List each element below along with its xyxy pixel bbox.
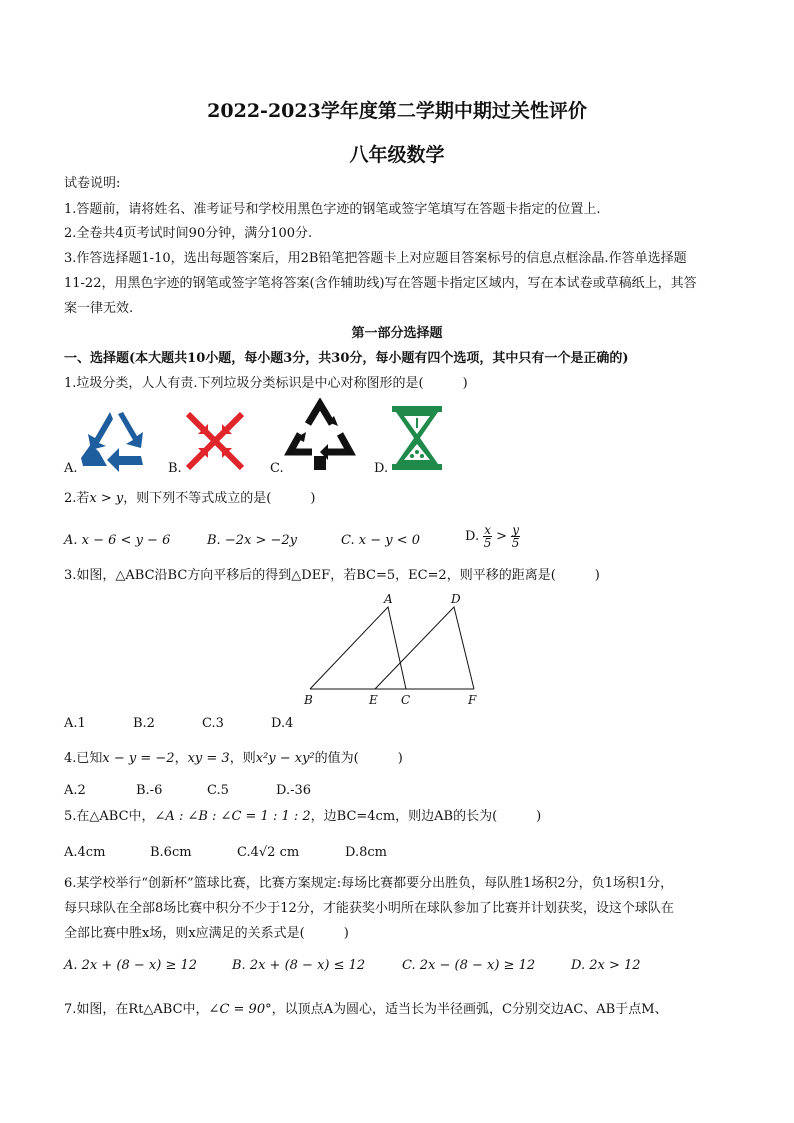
label-C: C bbox=[401, 693, 411, 707]
q4-option-d: D.-36 bbox=[276, 783, 312, 798]
q4-option-c: C.5 bbox=[207, 783, 229, 798]
instruction-3-line3: 案一律无效. bbox=[64, 301, 134, 316]
q2-math: x > y bbox=[89, 491, 124, 506]
instruction-3-line1: 3.作答选择题1-10，选出每题答案后，用2B铅笔把答题卡上对应题目答案标号的信息点框涂晶.作答单选择题 bbox=[64, 251, 687, 266]
translation-triangles-diagram bbox=[300, 592, 500, 710]
label-E: E bbox=[369, 693, 378, 707]
q4-stem: 4.已知x − y = −2，xy = 3，则x²y − xy²的值为( ) bbox=[64, 751, 403, 766]
q3-option-a: A.1 bbox=[64, 716, 86, 731]
q1-option-a-label: A. bbox=[64, 461, 78, 476]
label-B: B bbox=[304, 693, 313, 707]
label-D: D bbox=[451, 592, 461, 606]
q6-option-b: B. 2x + (8 − x) ≤ 12 bbox=[232, 958, 366, 973]
q6-option-a: A. 2x + (8 − x) ≥ 12 bbox=[64, 958, 198, 973]
q1-option-b-label: B. bbox=[168, 461, 182, 476]
instructions-heading: 试卷说明: bbox=[64, 176, 121, 191]
q1-stem: 1.垃圾分类，人人有责.下列垃圾分类标识是中心对称图形的是( ) bbox=[64, 376, 468, 391]
recycle-black-icon bbox=[284, 398, 356, 472]
instruction-1: 1.答题前，请将姓名、准考证号和学校用黑色字迹的钢笔或签字笔填写在答题卡指定的位置上. bbox=[64, 202, 601, 217]
q5-option-b: B.6cm bbox=[150, 845, 192, 860]
q2-fraction-2: $\frac{y}{5}$ bbox=[511, 523, 520, 550]
label-A: A bbox=[384, 592, 393, 606]
q6-line2: 每只球队在全部8场比赛中积分不少于12分，才能获奖小明所在球队参加了比赛并计划获奖，设这个球队在 bbox=[64, 901, 674, 916]
q2-stem: 2.若x > y，则下列不等式成立的是( ) bbox=[64, 491, 316, 506]
q3-option-d: D.4 bbox=[271, 716, 294, 731]
q6-line3: 全部比赛中胜x场，则x应满足的关系式是( ) bbox=[64, 926, 349, 941]
q2-option-b: B. −2x > −2y bbox=[207, 533, 297, 548]
label-F: F bbox=[468, 693, 477, 707]
q4-option-a: A.2 bbox=[64, 783, 86, 798]
q1-option-c-label: C. bbox=[270, 461, 284, 476]
q3-option-c: C.3 bbox=[202, 716, 224, 731]
q2-option-d: D. $\frac{x}{5}$ > $\frac{y}{5}$ bbox=[465, 523, 520, 550]
hourglass-green-icon bbox=[390, 404, 444, 472]
q4-option-b: B.-6 bbox=[136, 783, 163, 798]
q5-option-c: C.4√2 cm bbox=[237, 845, 300, 860]
part1-heading: 第一部分选择题 bbox=[351, 326, 443, 341]
q7-stem: 7.如图，在Rt△ABC中，∠C = 90°，以顶点A为圆心，适当长为半径画弧，C分别交边AC、AB于点M、 bbox=[64, 1002, 668, 1017]
q5-option-d: D.8cm bbox=[345, 845, 387, 860]
page-title: 2022-2023学年度第二学期中期过关性评价 bbox=[207, 100, 587, 122]
q5-stem: 5.在△ABC中，∠A : ∠B : ∠C = 1 : 1 : 2，边BC=4cm，则边AB的长为( ) bbox=[64, 809, 542, 824]
q2-option-a: A. x − 6 < y − 6 bbox=[64, 533, 171, 548]
q6-option-d: D. 2x > 12 bbox=[571, 958, 641, 973]
recycle-blue-icon bbox=[77, 408, 149, 474]
q2-fraction-1: $\frac{x}{5}$ bbox=[483, 523, 492, 550]
crossed-arrows-red-icon bbox=[182, 408, 248, 474]
instruction-3-line2: 11-22，用黑色字迹的钢笔或签字笔将答案(含作辅助线)写在答题卡指定区域内，写在本试卷或草稿纸上，其答 bbox=[64, 276, 697, 291]
q6-option-c: C. 2x − (8 − x) ≥ 12 bbox=[402, 958, 536, 973]
page-subtitle: 八年级数学 bbox=[349, 144, 445, 166]
section-heading: 一、选择题(本大题共10小题，每小题3分，共30分，每小题有四个选项，其中只有一个是正确的) bbox=[64, 351, 629, 366]
instruction-2: 2.全卷共4页考试时间90分钟，满分100分. bbox=[64, 226, 313, 241]
q3-stem: 3.如图，△ABC沿BC方向平移后的得到△DEF，若BC=5，EC=2，则平移的距离是( ) bbox=[64, 568, 600, 583]
q2-option-c: C. x − y < 0 bbox=[341, 533, 421, 548]
q6-line1: 6.某学校举行“创新杯”篮球比赛，比赛方案规定:每场比赛都要分出胜负，每队胜1场积2分，负1场积1分， bbox=[64, 876, 674, 891]
q1-option-d-label: D. bbox=[374, 461, 389, 476]
q3-option-b: B.2 bbox=[133, 716, 155, 731]
q5-option-a: A.4cm bbox=[64, 845, 106, 860]
